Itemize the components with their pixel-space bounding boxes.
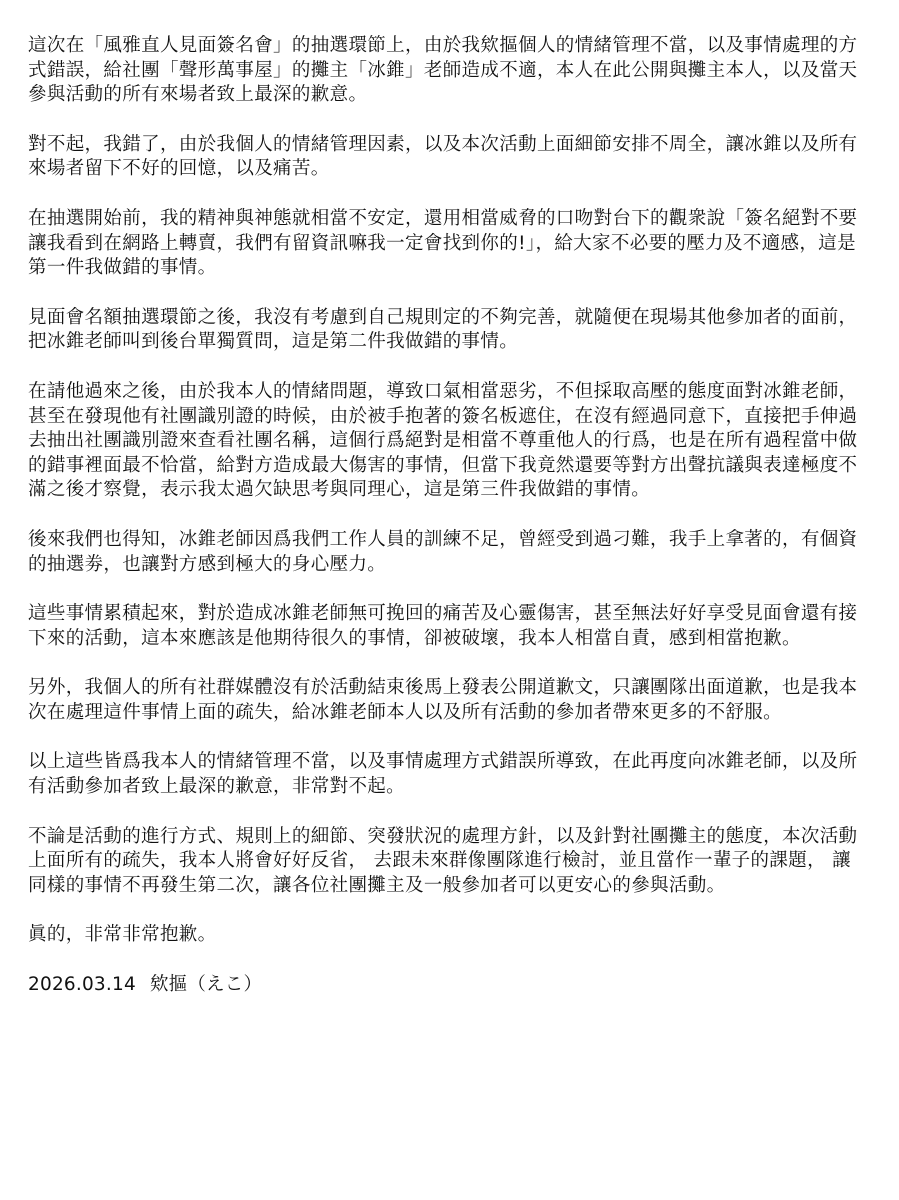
paragraph-7: 這些事情累積起來，對於造成冰錐老師無可挽回的痛苦及心靈傷害，甚至無法好好享受見面會還有接下來的活動，這本來應該是他期待很久的事情，卻被破壞，我本人相當自責，感到相當抱歉。 xyxy=(28,603,858,649)
paragraph-6: 後來我們也得知，冰錐老師因爲我們工作人員的訓練不足，曾經受到過刁難，我手上拿著的，有個資的抽選劵，也讓對方感到極大的身心壓力。 xyxy=(28,528,858,575)
paragraph-4: 見面會名額抽選環節之後，我沒有考慮到自己規則定的不夠完善，就隨便在現場其他參加者的面前，把冰錐老師叫到後台單獨質問，這是第二件我做錯的事情。 xyxy=(28,306,858,353)
signature-line xyxy=(28,973,863,998)
paragraph-10: 不論是活動的進行方式、規則上的細節、突發狀況的處理方針，以及針對社團攤主的態度，本次活動上面所有的疏失，我本人將會好好反省， 去跟未來群像團隊進行檢討，並且當作一輩子的課題， 讓同樣的事情不再發生第二次，讓各位社團攤主及一般參加者可以更安心的參與活動。 xyxy=(28,825,858,896)
paragraph-9: 以上這些皆爲我本人的情緒管理不當，以及事情處理方式錯誤所導致，在此再度向冰錐老師，以及所有活動參加者致上最深的歉意，非常對不起。 xyxy=(28,751,858,798)
apology-letter xyxy=(28,34,863,998)
signature-date: 2026.03.14 xyxy=(28,974,136,996)
paragraph-5: 在請他過來之後，由於我本人的情緒問題，導致口氣相當惡劣，不但採取高壓的態度面對冰錐老師，甚至在發現他有社團識別證的時候，由於被手抱著的簽名板遮住，在沒有經過同意下，直接把手伸過去抽出社團識別證來查看社團名稱，這個行爲絕對是相當不尊重他人的行爲，也是在所有過程當中做的錯事裡面最不恰當，給對方造成最大傷害的事情，但當下我竟然還要等對方出聲抗議與表達極度不滿之後才察覺，表示我太過欠缺思考與同理心，這是第三件我做錯的事情。 xyxy=(28,380,858,501)
paragraph-3: 在抽選開始前，我的精神與神態就相當不安定，還用相當威脅的口吻對台下的觀衆說「簽名絕對不要讓我看到在網路上轉賣，我們有留資訊嘛我一定會找到你的!」，給大家不必要的壓力及不適感，這是第一件我做錯的事情。 xyxy=(28,207,858,279)
paragraph-1: 這次在「風雅直人見面簽名會」的抽選環節上，由於我欸摳個人的情緒管理不當，以及事情處理的方式錯誤，給社團「聲形萬事屋」的攤主「冰錐」老師造成不適，本人在此公開與攤主本人，以及當天參與活動的所有來場者致上最深的歉意。 xyxy=(28,35,858,106)
paragraph-8: 另外，我個人的所有社群媒體沒有於活動結束後馬上發表公開道歉文，只讓團隊出面道歉，也是我本次在處理這件事情上面的疏失，給冰錐老師本人以及所有活動的參加者帶來更多的不舒服。 xyxy=(28,677,858,723)
closing-line: 眞的，非常非常抱歉。 xyxy=(28,924,217,946)
paragraph-2: 對不起，我錯了，由於我個人的情緒管理因素，以及本次活動上面細節安排不周全，讓冰錐以及所有來場者留下不好的回憶，以及痛苦。 xyxy=(28,133,858,180)
signature-name: 欸摳（えこ） xyxy=(149,974,263,996)
